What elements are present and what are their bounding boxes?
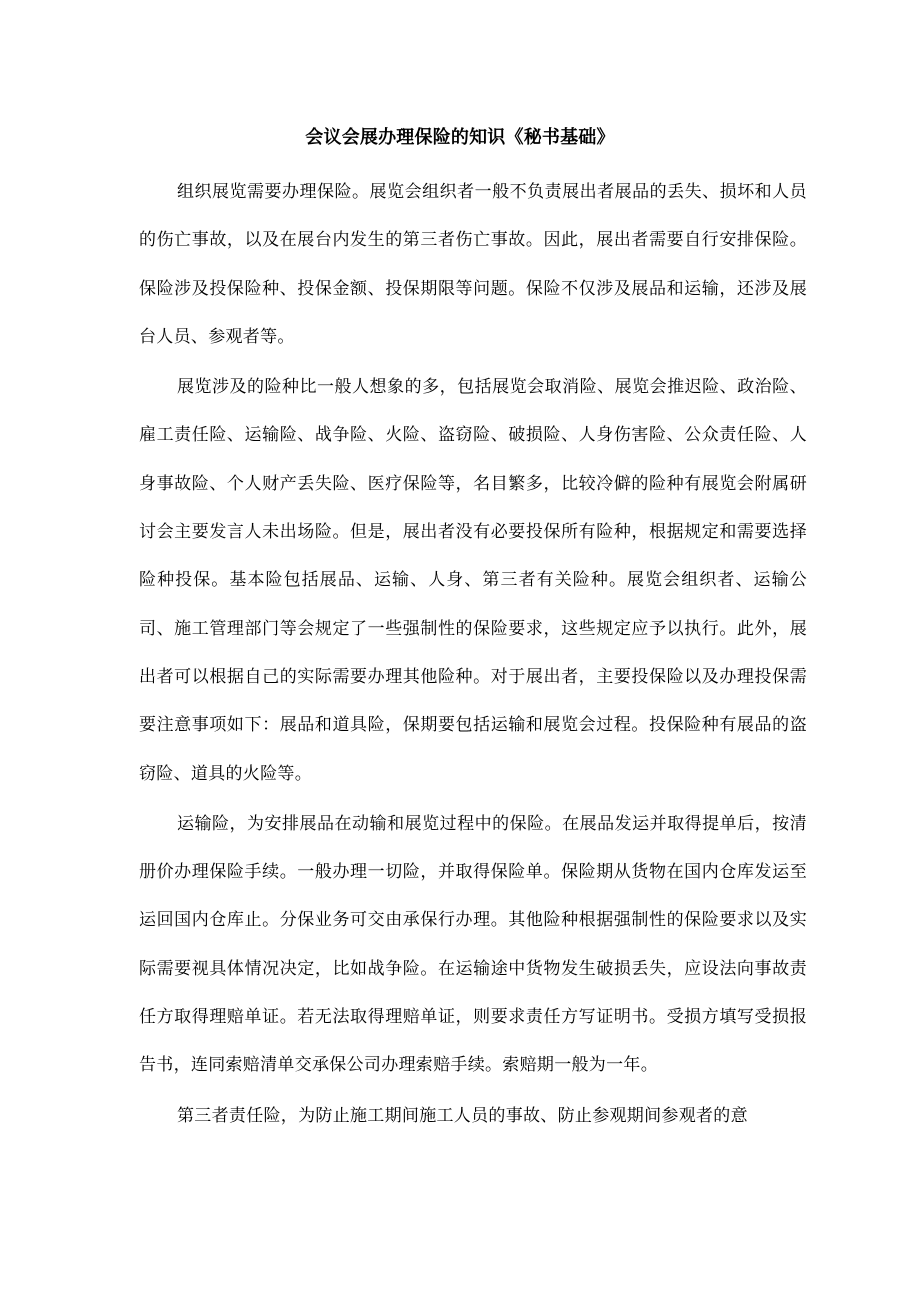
- document-title: 会议会展办理保险的知识《秘书基础》: [305, 127, 615, 148]
- paragraph-3: 运输险，为安排展品在动输和展览过程中的保险。在展品发运并取得提单后，按清册价办理保险手续。一般办理一切险，并取得保险单。保险期从货物在国内仓库发运至运回国内仓库止。分保业务可交由承保行办理。其他险种根据强制性的保险要求以及实际需要视具体情况决定，比如战争险。在运输途中货物发生破损丢失，应设法向事故责任方取得理赔单证。若无法取得理赔单证，则要求责任方写证明书。受损方填写受损报告书，连同索赔清单交承保公司办理索赔手续。索赔期一般为一年。: [139, 813, 807, 1076]
- paragraph-1: 组织展览需要办理保险。展览会组织者一般不负责展出者展品的丢失、损坏和人员的伤亡事故，以及在展台内发生的第三者伤亡事故。因此，展出者需要自行安排保险。保险涉及投保险种、投保金额、投保期限等问题。保险不仅涉及展品和运输，还涉及展台人员、参观者等。: [139, 182, 807, 347]
- paragraph-4: 第三者责任险，为防止施工期间施工人员的事故、防止参观期间参观者的意: [177, 1105, 748, 1126]
- document-body: [139, 168, 807, 1142]
- paragraph-2: 展览涉及的险种比一般人想象的多，包括展览会取消险、展览会推迟险、政治险、雇工责任险、运输险、战争险、火险、盗窃险、破损险、人身伤害险、公众责任险、人身事故险、个人财产丢失险、医疗保险等，名目繁多，比较冷僻的险种有展览会附属研讨会主要发言人未出场险。但是，展出者没有必要投保所有险种，根据规定和需要选择险种投保。基本险包括展品、运输、人身、第三者有关险种。展览会组织者、运输公司、施工管理部门等会规定了一些强制性的保险要求，这些规定应予以执行。此外，展出者可以根据自己的实际需要办理其他险种。对于展出者，主要投保险以及办理投保需要注意事项如下：展品和道具险，保期要包括运输和展览会过程。投保险种有展品的盗窃险、道具的火险等。: [139, 377, 807, 784]
